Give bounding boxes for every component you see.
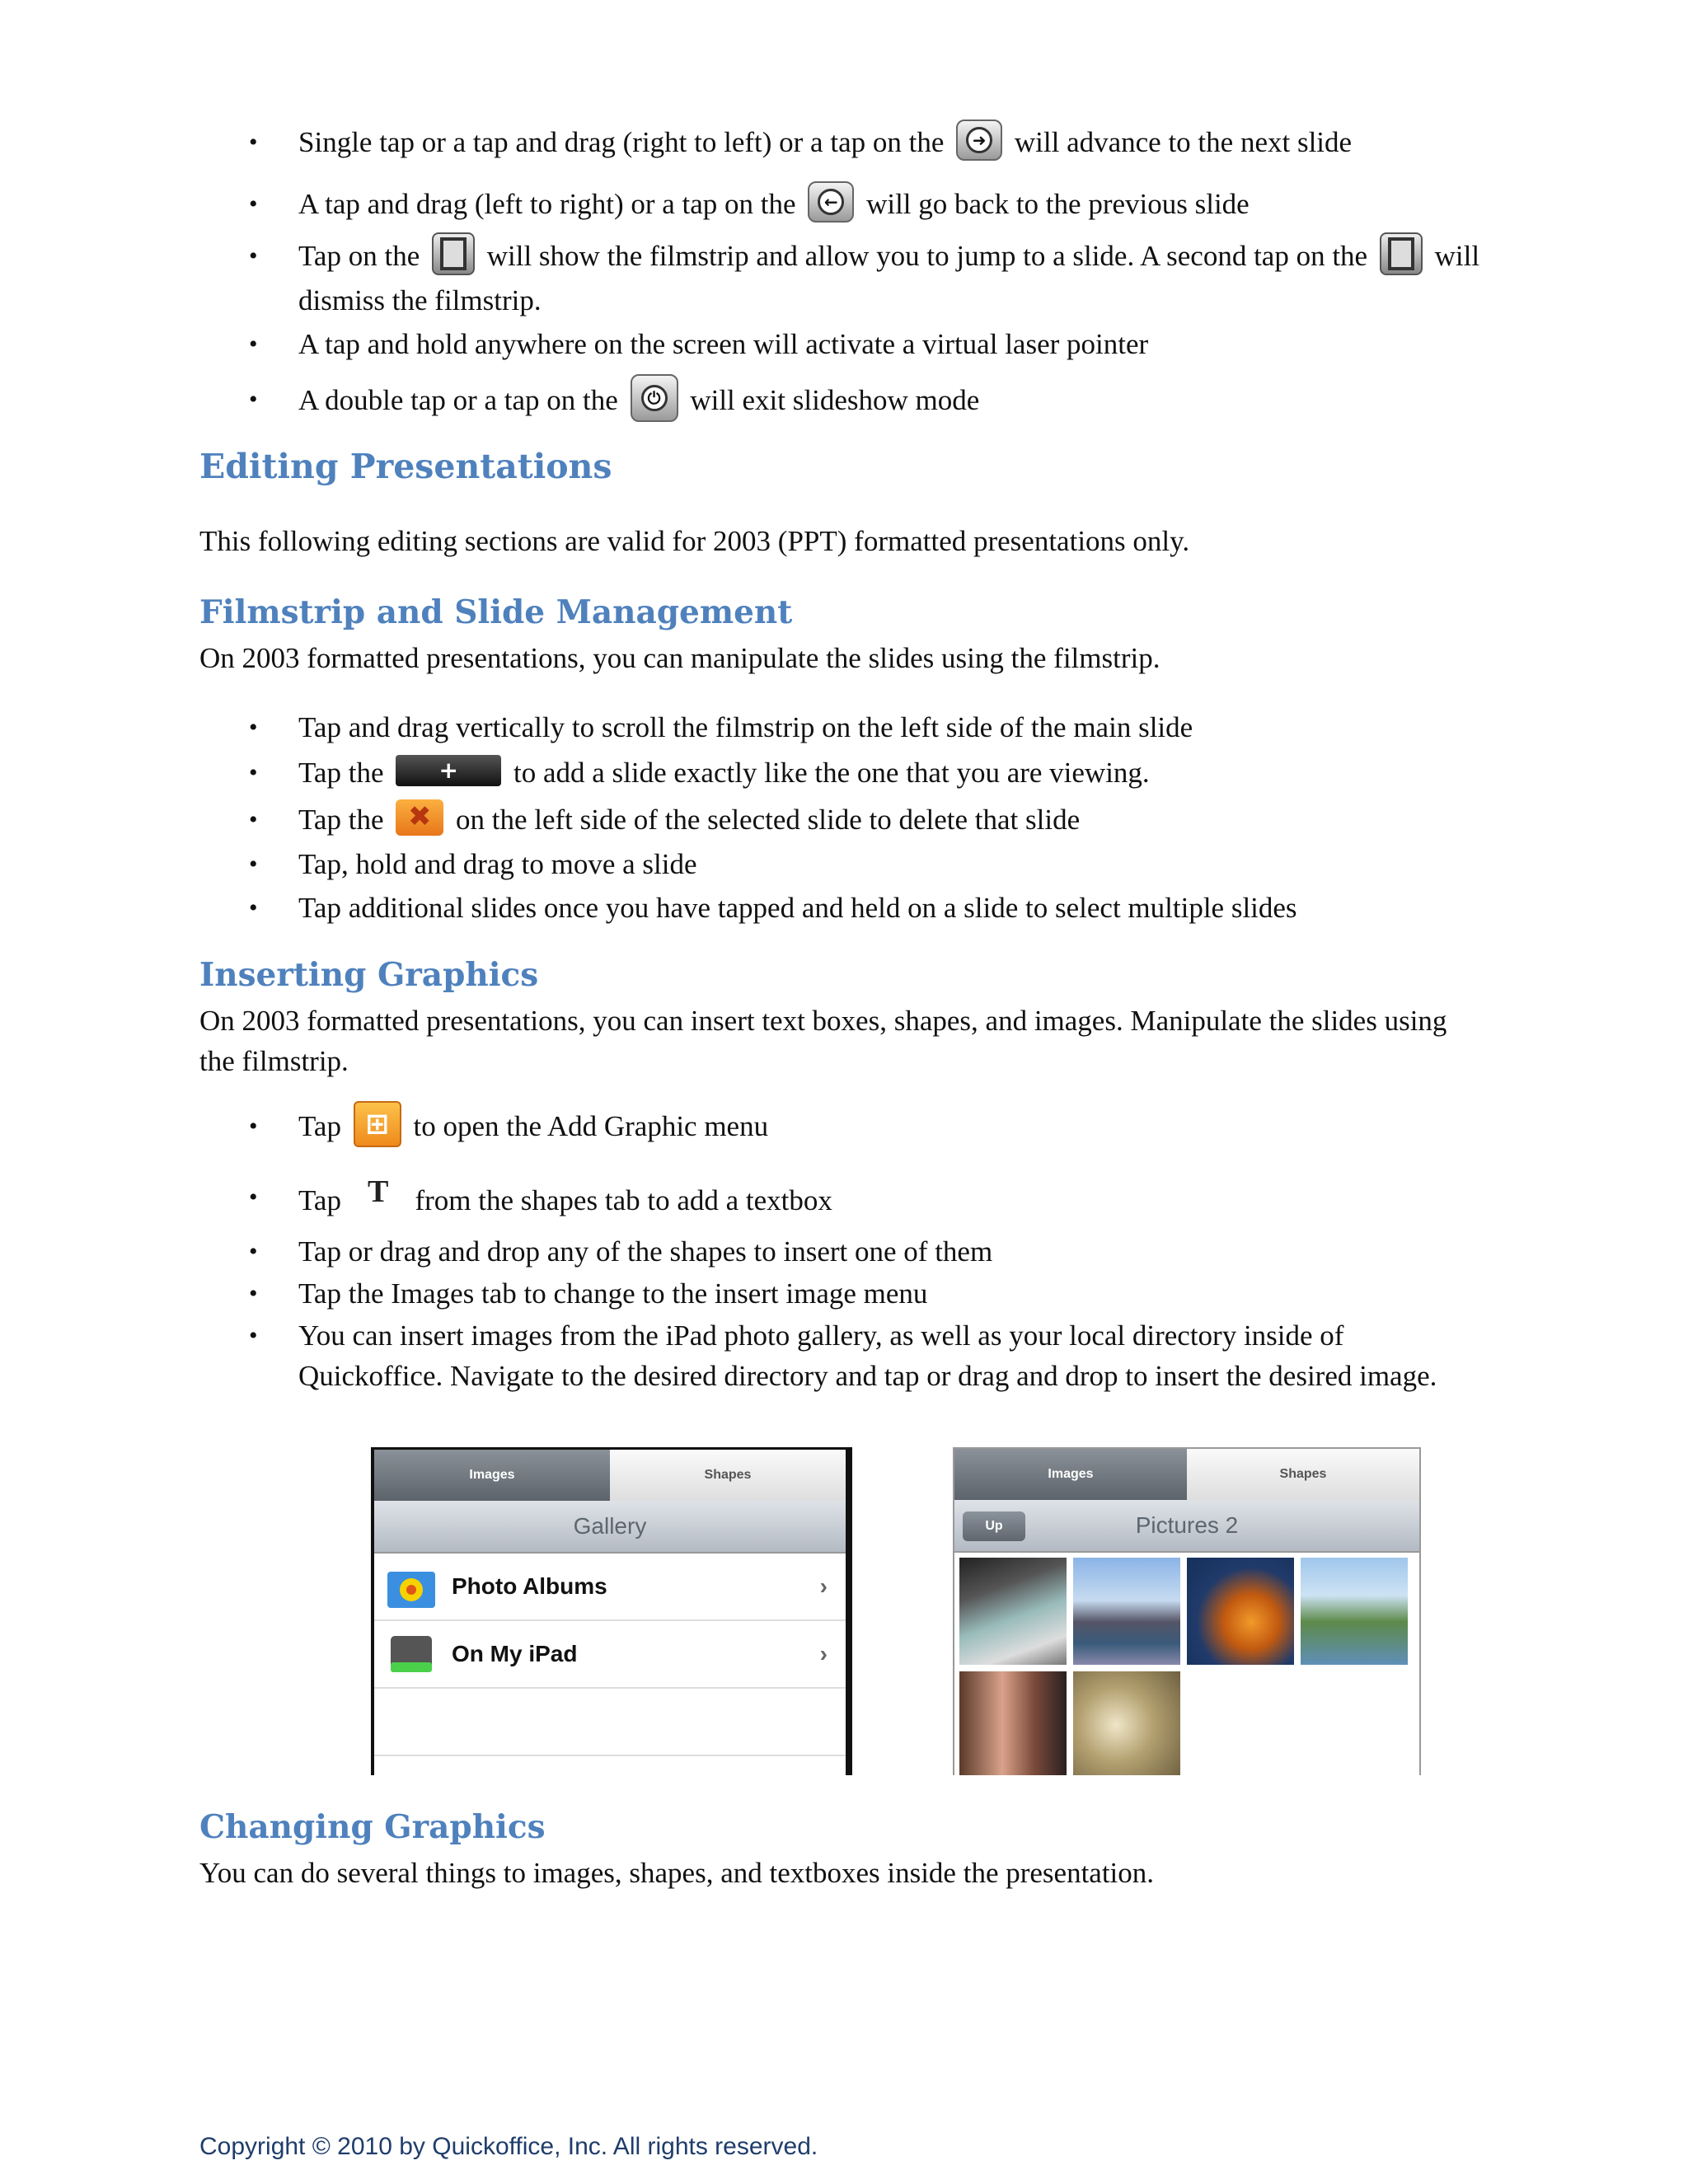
thumbnail-image[interactable]	[1301, 1558, 1408, 1665]
editing-intro: This following editing sections are valid for 2003 (PPT) formatted presentations only.	[199, 525, 1190, 557]
list-item-on-my-ipad[interactable]	[374, 1621, 846, 1689]
list-item: • Tap additional slides once you have tapped and held on a slide to select multiple slides	[199, 888, 1485, 928]
filmstrip-icon	[1380, 232, 1423, 275]
list-item: • Tap T from the shapes tab to add a textbox	[199, 1177, 1485, 1230]
changing-graphics-heading: Changing Graphics	[199, 1808, 546, 1846]
graphics-intro: On 2003 formatted presentations, you can insert text boxes, shapes, and images. Manipulate the slides using the filmstrip.	[199, 1005, 1447, 1077]
on-my-ipad-label: On My iPad	[452, 1641, 578, 1666]
tab-images[interactable]: Images	[374, 1450, 610, 1501]
list-item: • A tap and drag (left to right) or a tap on the ← will go back to the previous slide	[199, 184, 1485, 227]
next-slide-icon: ➜	[956, 120, 1002, 161]
list-item: • Tap, hold and drag to move a slide	[199, 844, 1485, 884]
drive-icon	[382, 1628, 440, 1680]
add-slide-icon: +	[396, 755, 501, 786]
changing-intro: You can do several things to images, shapes, and textboxes inside the presentation.	[199, 1857, 1155, 1889]
list-item-photo-albums[interactable]	[374, 1554, 846, 1621]
thumbnail-grid	[954, 1553, 1419, 1775]
empty-row	[374, 1689, 846, 1756]
thumbnail-image[interactable]	[1073, 1558, 1180, 1665]
filmstrip-intro: On 2003 formatted presentations, you can manipulate the slides using the filmstrip.	[199, 642, 1160, 674]
photo-albums-icon	[382, 1560, 440, 1613]
list-item: • You can insert images from the iPad photo gallery, as well as your local directory inside of Quickoffice. Navigate to the desired directory and tap or drag and drop to insert the desired image.	[199, 1315, 1485, 1396]
list-item: • Tap the ✖ on the left side of the selected slide to delete that slide	[199, 799, 1485, 841]
textbox-icon: T	[368, 1174, 389, 1209]
chevron-right-icon: ›	[819, 1573, 828, 1599]
copyright-footer: Copyright © 2010 by Quickoffice, Inc. All rights reserved.	[199, 2133, 818, 2160]
editing-heading: Editing Presentations	[199, 447, 612, 486]
gallery-screenshot	[371, 1447, 852, 1775]
thumbnail-image[interactable]	[959, 1558, 1067, 1665]
pictures-screenshot	[953, 1447, 1421, 1775]
delete-slide-icon: ✖	[396, 799, 443, 836]
add-graphic-icon: ⊞	[354, 1101, 401, 1147]
list-item: • Tap ⊞ to open the Add Graphic menu	[199, 1106, 1485, 1152]
list-item: • Tap the + to add a slide exactly like the one that you are viewing.	[199, 752, 1485, 793]
tab-bar	[374, 1450, 846, 1501]
slideshow-bullet-list	[199, 122, 1485, 427]
list-item: • A double tap or a tap on the ⏻ will exit slideshow mode	[199, 379, 1485, 427]
tab-bar	[954, 1449, 1419, 1500]
graphics-bullet-list	[199, 1106, 1485, 1396]
pictures-title: Pictures 2	[1135, 1512, 1239, 1538]
thumbnail-image[interactable]	[1187, 1558, 1294, 1665]
tab-shapes[interactable]: Shapes	[1187, 1449, 1419, 1500]
gallery-title: Gallery	[374, 1501, 846, 1554]
filmstrip-bullet-list	[199, 707, 1485, 928]
list-item: • A tap and hold anywhere on the screen will activate a virtual laser pointer	[199, 324, 1485, 364]
chevron-right-icon: ›	[819, 1641, 828, 1666]
list-item: • Tap or drag and drop any of the shapes to insert one of them	[199, 1231, 1485, 1272]
previous-slide-icon: ←	[808, 181, 854, 223]
filmstrip-icon	[432, 232, 475, 275]
tab-shapes[interactable]: Shapes	[610, 1450, 846, 1501]
photo-albums-label: Photo Albums	[452, 1573, 607, 1599]
tab-images[interactable]: Images	[954, 1449, 1187, 1500]
list-item: • Tap and drag vertically to scroll the filmstrip on the left side of the main slide	[199, 707, 1485, 748]
list-item: • Tap the Images tab to change to the insert image menu	[199, 1273, 1485, 1314]
list-item: • Single tap or a tap and drag (right to left) or a tap on the ➜ will advance to the next slide	[199, 122, 1485, 166]
thumbnail-image[interactable]	[959, 1671, 1067, 1775]
filmstrip-heading: Filmstrip and Slide Management	[199, 593, 793, 631]
pictures-title-bar	[954, 1500, 1419, 1553]
inserting-graphics-heading: Inserting Graphics	[199, 956, 539, 994]
thumbnail-image[interactable]	[1073, 1671, 1180, 1775]
up-button[interactable]: Up	[963, 1511, 1025, 1541]
list-item: • Tap on the will show the filmstrip and allow you to jump to a slide. A second tap on the will dismiss the filmstrip.	[199, 236, 1485, 321]
power-icon: ⏻	[631, 374, 678, 422]
